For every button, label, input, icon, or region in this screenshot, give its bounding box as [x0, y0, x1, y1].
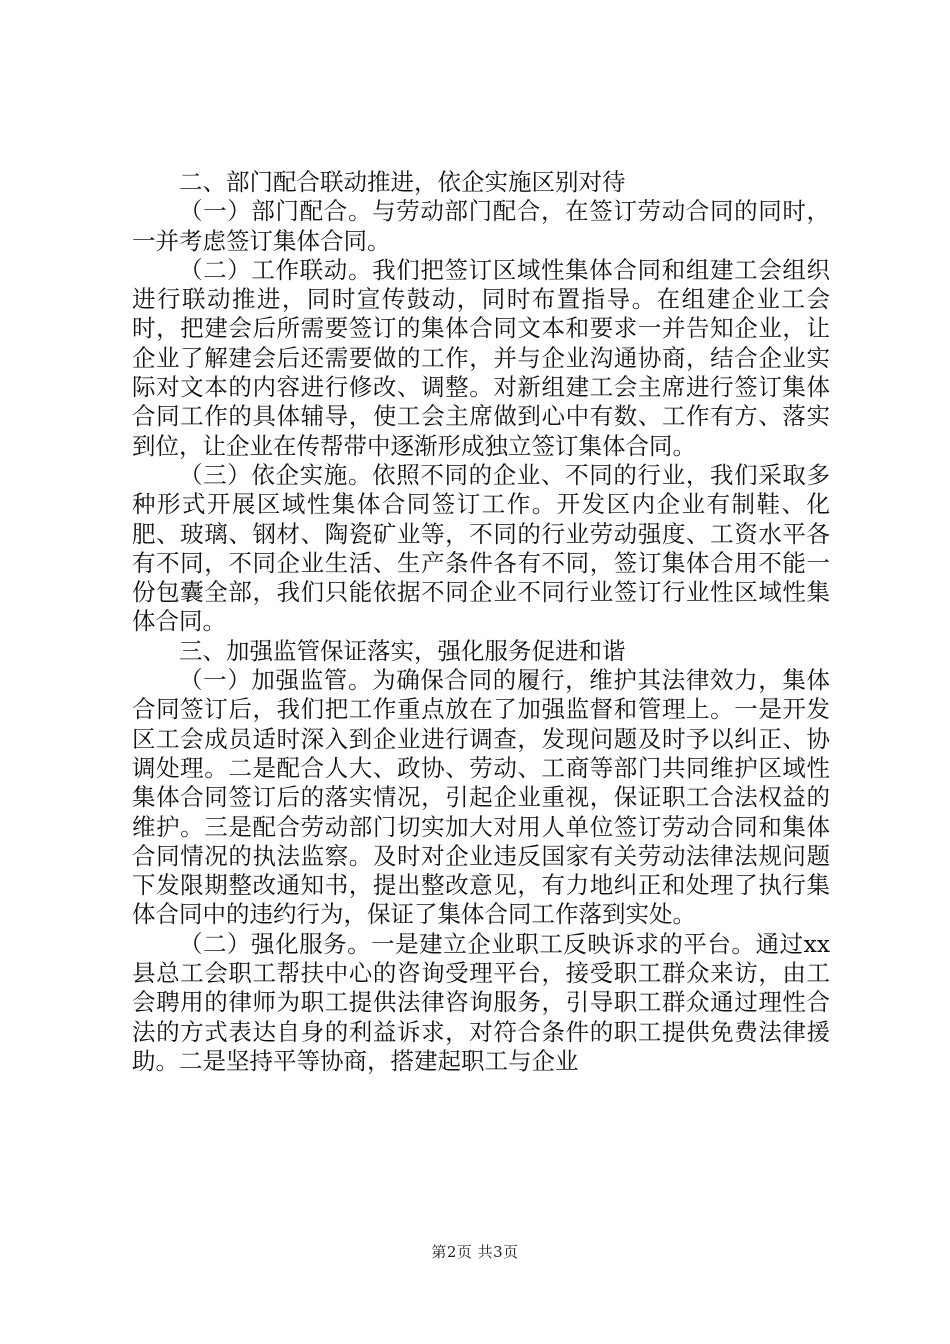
paragraph-work-linkage: （二）工作联动。我们把签订区域性集体合同和组建工会组织进行联动推进，同时宣传鼓动，同时布置指导。在组建企业工会时，把建会后所需要签订的集体合同文本和要求一并告知企业，让企业了解建会后还需要做的工作，并与企业沟通协商，结合企业实际对文本的内容进行修改、调整。对新组建工会主席进行签订集体合同工作的具体辅导，使工会主席做到心中有数、工作有方、落实到位，让企业在传帮带中逐渐形成独立签订集体合同。 [132, 255, 830, 460]
section-heading-3: 三、加强监管保证落实，强化服务促进和谐 [179, 636, 626, 665]
paragraph-strengthen-supervision: （一）加强监管。为确保合同的履行，维护其法律效力，集体合同签订后，我们把工作重点放在了加强监督和管理上。一是开发区工会成员适时深入到企业进行调查，发现问题及时予以纠正、协调处理。二是配合人大、政协、劳动、工商等部门共同维护区域性集体合同签订后的落实情况，引起企业重视，保证职工合法权益的维护。三是配合劳动部门切实加大对用人单位签订劳动合同和集体合同情况的执法监察。及时对企业违反国家有关劳动法律法规问题下发限期整改通知书，提出整改意见，有力地纠正和处理了执行集体合同中的违约行为，保证了集体合同工作落到实处。 [132, 666, 830, 929]
paragraph-department-cooperation: （一）部门配合。与劳动部门配合，在签订劳动合同的同时，一并考虑签订集体合同。 [132, 197, 830, 255]
section-heading-2: 二、部门配合联动推进，依企实施区别对待 [179, 168, 626, 196]
paragraph-enterprise-implementation: （三）依企实施。依照不同的企业、不同的行业，我们采取多种形式开展区域性集体合同签订工作。开发区内企业有制鞋、化肥、玻璃、钢材、陶瓷矿业等，不同的行业劳动强度、工资水平各有不同，不同企业生活、生产条件各有不同，签订集体合用不能一份包囊全部，我们只能依据不同企业不同行业签订行业性区域性集体合同。 [132, 460, 830, 636]
document-body [132, 168, 830, 1076]
paragraph-strengthen-service: （二）强化服务。一是建立企业职工反映诉求的平台。通过xx县总工会职工帮扶中心的咨询受理平台，接受职工群众来访，由工会聘用的律师为职工提供法律咨询服务，引导职工群众通过理性合法的方式表达自身的利益诉求，对符合条件的职工提供免费法律援助。二是坚持平等协商，搭建起职工与企业 [132, 929, 830, 1075]
page-footer: 第2页 共3页 [431, 1243, 519, 1261]
